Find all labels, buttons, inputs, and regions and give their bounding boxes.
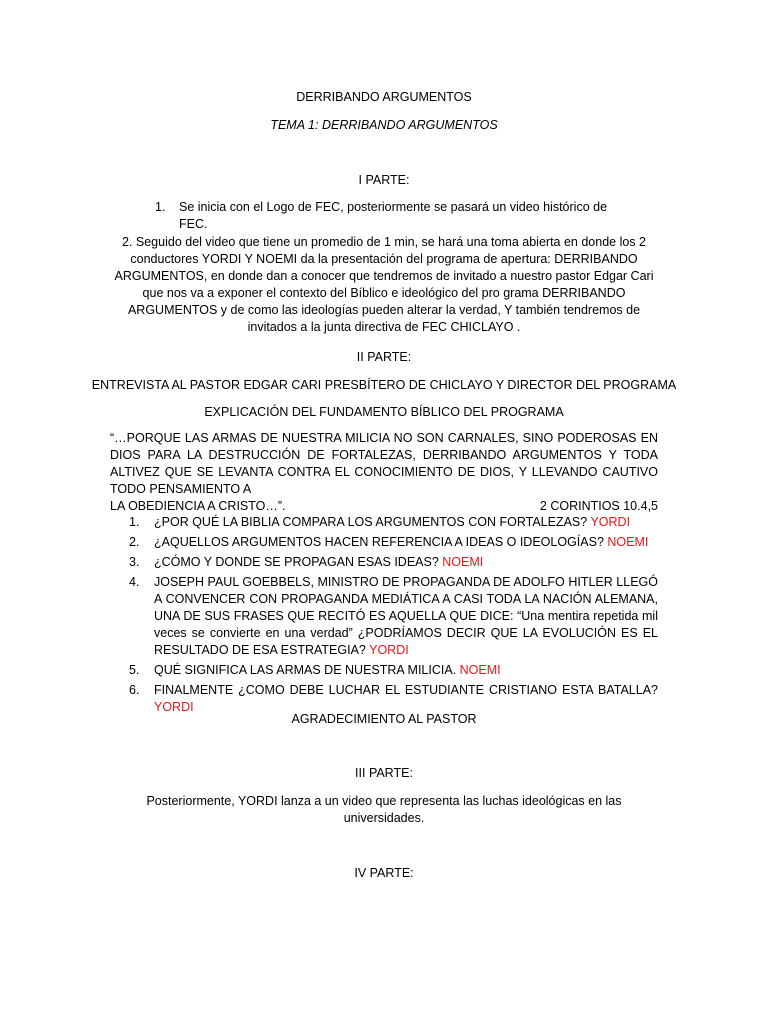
item-number: 1. — [155, 200, 166, 214]
question-number: 4. — [129, 575, 140, 589]
question-item — [110, 662, 658, 679]
part2-heading: II PARTE: — [356, 350, 412, 364]
question-item — [110, 534, 658, 551]
part4-heading: IV PARTE: — [354, 866, 414, 880]
bible-quote — [110, 430, 658, 515]
question-number: 2. — [129, 535, 140, 549]
part1-item-1 — [155, 199, 625, 233]
document-title: DERRIBANDO ARGUMENTOS — [296, 90, 472, 104]
question-text: QUÉ SIGNIFICA LAS ARMAS DE NUESTRA MILICIA. — [154, 663, 457, 677]
host-name: YORDI — [369, 643, 409, 657]
host-name: NOEMI — [442, 555, 484, 569]
quote-end: LA OBEDIENCIA A CRISTO…”. — [110, 499, 286, 513]
quote-reference: 2 CORINTIOS 10.4,5 — [539, 499, 658, 513]
question-number: 6. — [129, 683, 140, 697]
host-name: YORDI — [590, 515, 631, 529]
host-name: NOEMI — [459, 663, 501, 677]
part1-item-2: 2. Seguido del video que tiene un promedio de 1 min, se hará una toma abierta en donde los 2 conductores YORDI Y NOEMI da la presentación del programa de apertura: DERRIBANDO ARGUMENTOS, en donde dan a conocer que tendremos de invitado a nuestro pastor Edgar Cari que nos va a exponer el contexto del Bíblico e ideológico del pro grama DERRIBANDO ARGUMENTOS y de como las ideologías pueden alterar la verdad, Y también tendremos de invitados a la junta directiva de FEC CHICLAYO . — [114, 235, 654, 334]
thanks-line: AGRADECIMIENTO AL PASTOR — [291, 712, 477, 726]
document-subtitle: TEMA 1: DERRIBANDO ARGUMENTOS — [270, 118, 498, 132]
questions-list — [110, 514, 658, 719]
question-number: 1. — [129, 515, 140, 529]
question-item — [110, 574, 658, 659]
question-number: 5. — [129, 663, 140, 677]
item-text: Se inicia con el Logo de FEC, posteriormente se pasará un video histórico de FEC. — [179, 200, 608, 231]
host-name: YORDI — [154, 700, 194, 714]
question-text: ¿POR QUÉ LA BIBLIA COMPARA LOS ARGUMENTOS CON FORTALEZAS? — [154, 515, 588, 529]
quote-body: “…PORQUE LAS ARMAS DE NUESTRA MILICIA NO SON CARNALES, SINO PODEROSAS EN DIOS PARA LA DESTRUCCIÓN DE FORTALEZAS, DERRIBANDO ARGUMENTOS Y TODA ALTIVEZ QUE SE LEVANTA CONTRA EL CONOCIMIENTO DE DIOS, Y LLEVANDO CAUTIVO TODO PENSAMIENTO A — [110, 431, 658, 496]
interview-line: ENTREVISTA AL PASTOR EDGAR CARI PRESBÍTERO DE CHICLAYO Y DIRECTOR DEL PROGRAMA — [91, 378, 677, 392]
question-text: ¿AQUELLOS ARGUMENTOS HACEN REFERENCIA A IDEAS O IDEOLOGÍAS? — [154, 535, 604, 549]
question-number: 3. — [129, 555, 140, 569]
quote-last-line — [110, 498, 658, 515]
question-item — [110, 514, 658, 531]
question-item — [110, 554, 658, 571]
explanation-line: EXPLICACIÓN DEL FUNDAMENTO BÍBLICO DEL PROGRAMA — [204, 405, 564, 419]
question-text: FINALMENTE ¿COMO DEBE LUCHAR EL ESTUDIANTE CRISTIANO ESTA BATALLA? — [154, 683, 658, 697]
host-name: NOEMI — [607, 535, 649, 549]
part3-heading: III PARTE: — [355, 766, 413, 780]
question-text: JOSEPH PAUL GOEBBELS, MINISTRO DE PROPAGANDA DE ADOLFO HITLER LLEGÓ A CONVENCER CON PROPAGANDA MEDIÁTICA A CASI TODA LA NACIÓN ALEMANA, UNA DE SUS FRASES QUE RECITÓ ES AQUELLA QUE DICE: “Una mentira repetida mil veces se convierte en una verdad” ¿PODRÍAMOS DECIR QUE LA EVOLUCIÓN ES EL RESULTADO DE ESA ESTRATEGIA? — [154, 575, 658, 657]
question-text: ¿CÓMO Y DONDE SE PROPAGAN ESAS IDEAS? — [154, 555, 439, 569]
part3-text: Posteriormente, YORDI lanza a un video que representa las luchas ideológicas en las universidades. — [146, 794, 622, 825]
part1-heading: I PARTE: — [358, 173, 410, 187]
